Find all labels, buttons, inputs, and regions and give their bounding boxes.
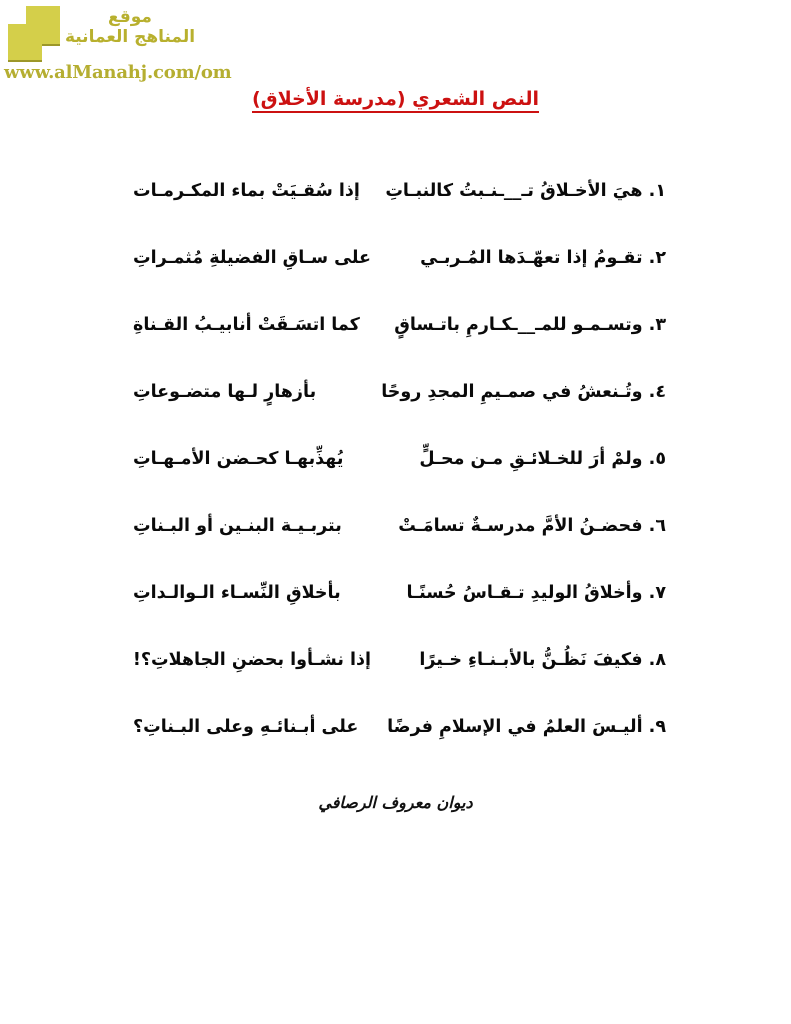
verse-hemistich-second: على سـاقِ الفضيلةِ مُثمـراتِ <box>133 248 371 269</box>
verse-hemistich-second: بأزهارٍ لـها متضـوعاتِ <box>133 382 317 403</box>
brand-url[interactable]: www.alManahj.com/om <box>4 62 232 83</box>
verse-hemistich-first: ٨. فكيفَ نَظُـنُّ بالأبـنـاءِ خـيرًا <box>419 650 666 671</box>
verse-hemistich-second: كما اتسَـقَتْ أنابيـبُ القـناةِ <box>133 315 360 336</box>
verse-hemistich-second: إذا نشـأوا بحضنِ الجاهلاتِ؟! <box>132 650 371 671</box>
verse-hemistich-first: ١. هيَ الأخـلاقُ تـ__ـنـبتُ كالنبـاتِ <box>385 181 666 202</box>
poem-attribution-text: ديوان معروف الرصافي <box>318 793 473 812</box>
verse-hemistich-second: على أبـنائـهِ وعلى البـناتِ؟ <box>133 717 359 738</box>
verse-hemistich-second: بتربـيـة البنـين أو البـناتِ <box>133 516 342 537</box>
poem-body <box>0 158 791 761</box>
verse-line <box>0 627 791 694</box>
verse-hemistich-first: ٣. وتسـمـو للمـ__ـكـارمِ باتـساقٍ <box>394 315 666 336</box>
verse-hemistich-second: إذا سُقـيَتْ بماء المكـرمـات <box>133 181 360 202</box>
site-branding <box>0 0 260 90</box>
step-block-logo-icon <box>8 6 60 62</box>
page-title-text: النص الشعري (مدرسة الأخلاق) <box>252 88 539 113</box>
verse-line <box>0 493 791 560</box>
verse-hemistich-first: ٦. فحضـنُ الأمَّ مدرسـةٌ تسامَـتْ <box>398 516 666 537</box>
verse-hemistich-second: بأخلاقِ النِّسـاء الـوالـداتِ <box>133 583 341 604</box>
verse-hemistich-first: ٥. ولمْ أرَ للخـلائـقِ مـن محـلٍّ <box>419 449 666 470</box>
verse-line <box>0 694 791 761</box>
verse-line <box>0 158 791 225</box>
verse-line <box>0 292 791 359</box>
poem-attribution <box>0 793 791 812</box>
page-title <box>0 88 791 113</box>
verse-line <box>0 225 791 292</box>
verse-hemistich-first: ٤. وتُـنعشُ في صمـيمِ المجدِ روحًا <box>381 382 666 403</box>
brand-name <box>60 8 200 47</box>
brand-name-line2: المناهج العمانية <box>64 26 196 47</box>
verse-hemistich-first: ٩. أليـسَ العلمُ في الإسلامِ فرضًا <box>387 717 666 738</box>
verse-hemistich-first: ٧. وأخلاقُ الوليدِ تـقـاسُ حُسنًـا <box>406 583 666 604</box>
brand-name-line1: موقع <box>108 7 152 27</box>
verse-hemistich-second: يُهذِّبهـا كحـضن الأمـهـاتِ <box>133 449 344 470</box>
verse-hemistich-first: ٢. تقـومُ إذا تعهّـدَها المُـربـي <box>420 248 666 269</box>
verse-line <box>0 359 791 426</box>
verse-line <box>0 426 791 493</box>
verse-line <box>0 560 791 627</box>
